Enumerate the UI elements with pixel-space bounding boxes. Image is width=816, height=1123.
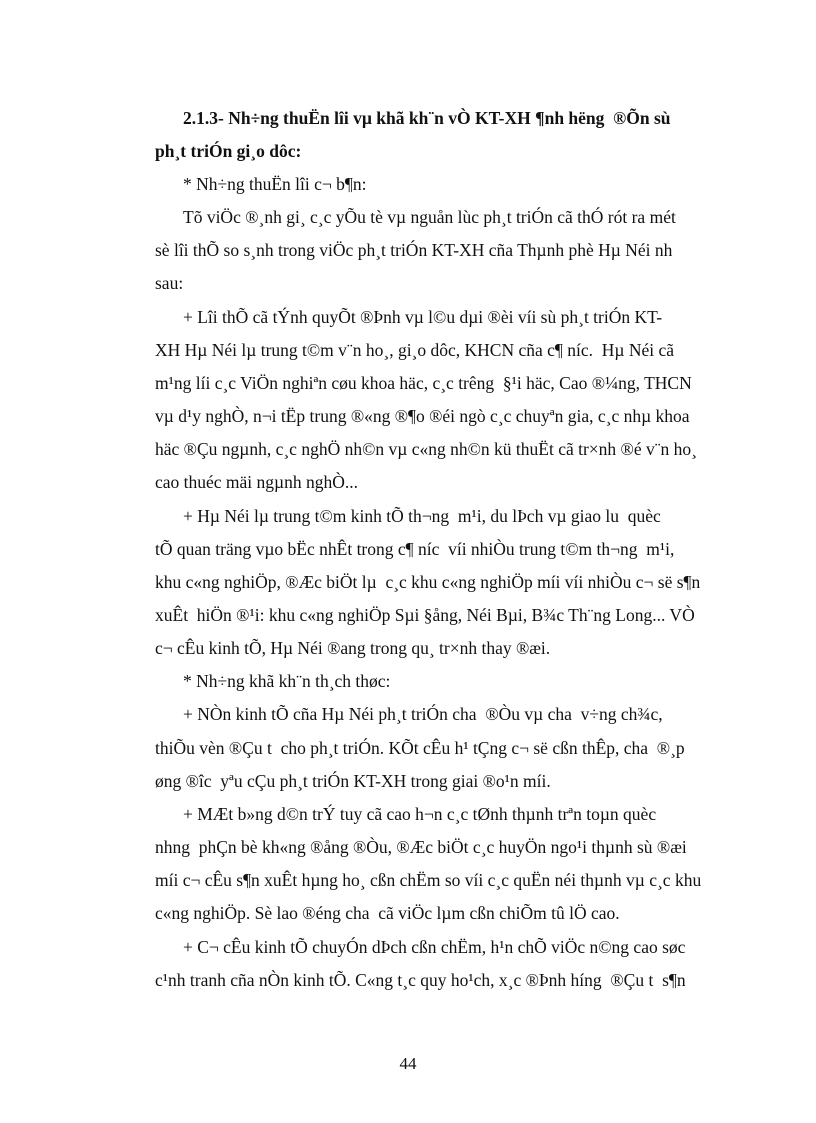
text-line: häc ®Çu ngµnh, c¸c nghÖ nh©n vµ c«ng nh©n kü thuËt cã tr×nh ®é v¨n ho¸	[155, 439, 698, 459]
text-line: tÕ quan träng vµo bËc nhÊt trong c¶ níc víi nhiÒu trung t©m th¬ng m¹i,	[155, 539, 675, 559]
section-heading-line-2: ph¸t triÓn gi¸o dôc:	[155, 141, 302, 161]
text-line: thiÕu vèn ®Çu t cho ph¸t triÓn. KÕt cÊu h¹ tÇng c¬ së cßn thÊp, cha ®¸p	[155, 738, 685, 758]
text-line: c«ng nghiÖp. Sè lao ®éng cha cã viÖc lµm cßn chiÕm tû lÖ cao.	[155, 903, 620, 923]
text-line: míi c¬ cÊu s¶n xuÊt hµng ho¸ cßn chËm so víi c¸c quËn néi thµnh vµ c¸c khu	[155, 870, 702, 890]
text-line: Tõ viÖc ®¸nh gi¸ c¸c yÕu tè vµ nguån lùc ph¸t triÓn cã thÓ rót ra mét	[183, 207, 676, 227]
text-line: sau:	[155, 273, 184, 293]
text-line: vµ d¹y nghÒ, n¬i tËp trung ®«ng ®¶o ®éi ngò c¸c chuyªn gia, c¸c nhµ khoa	[155, 406, 690, 426]
bullet-line: + C¬ cÊu kinh tÕ chuyÓn dÞch cßn chËm, h¹n chÕ viÖc n©ng cao søc	[183, 937, 686, 957]
text-line: øng ®îc yªu cÇu ph¸t triÓn KT-XH trong giai ®o¹n míi.	[155, 771, 551, 791]
text-line: c¹nh tranh cña nÒn kinh tÕ. C«ng t¸c quy ho¹ch, x¸c ®Þnh híng ®Çu t s¶n	[155, 970, 686, 990]
bullet-line: + NÒn kinh tÕ cña Hµ Néi ph¸t triÓn cha ®Òu vµ cha v÷ng ch¾c,	[183, 704, 663, 724]
text-line: sè lîi thÕ so s¸nh trong viÖc ph¸t triÓn KT-XH cña Thµnh phè Hµ Néi nh	[155, 240, 673, 260]
subheading-advantages: * Nh÷ng thuËn lîi c¬ b¶n:	[183, 174, 367, 194]
page-number: 44	[399, 1054, 417, 1073]
bullet-line: + Lîi thÕ cã tÝnh quyÕt ®Þnh vµ l©u dµi ®èi víi sù ph¸t triÓn KT-	[183, 307, 663, 327]
text-line: nhng phÇn bè kh«ng ®ång ®Òu, ®Æc biÖt c¸c huyÖn ngo¹i thµnh sù ®æi	[155, 837, 687, 857]
text-line: cao thuéc mäi ngµnh nghÒ...	[155, 472, 359, 492]
text-line: c¬ cÊu kinh tÕ, Hµ Néi ®ang trong qu¸ tr×nh thay ®æi.	[155, 638, 551, 658]
bullet-line: + Hµ Néi lµ trung t©m kinh tÕ th¬ng m¹i, du lÞch vµ giao lu quèc	[183, 506, 661, 526]
text-line: XH Hµ Néi lµ trung t©m v¨n ho¸, gi¸o dôc, KHCN cña c¶ níc. Hµ Néi cã	[155, 340, 675, 360]
text-line: m¹ng líi c¸c ViÖn nghiªn cøu khoa häc, c¸c trêng §¹i häc, Cao ®¼ng, THCN	[155, 373, 692, 393]
section-heading-line-1: 2.1.3- Nh÷ng thuËn lîi vµ khã kh¨n vÒ KT-XH ¶nh hëng ®Õn sù	[183, 108, 671, 128]
text-line: khu c«ng nghiÖp, ®Æc biÖt lµ c¸c khu c«ng nghiÖp míi víi nhiÒu c¬ së s¶n	[155, 572, 701, 592]
text-line: xuÊt hiÖn ®¹i: khu c«ng nghiÖp Sµi §ång, Néi Bµi, B¾c Th¨ng Long... VÒ	[155, 605, 695, 625]
subheading-challenges: * Nh÷ng khã kh¨n th¸ch thøc:	[183, 671, 391, 691]
bullet-line: + MÆt b»ng d©n trÝ tuy cã cao h¬n c¸c tØnh thµnh trªn toµn quèc	[183, 804, 657, 824]
